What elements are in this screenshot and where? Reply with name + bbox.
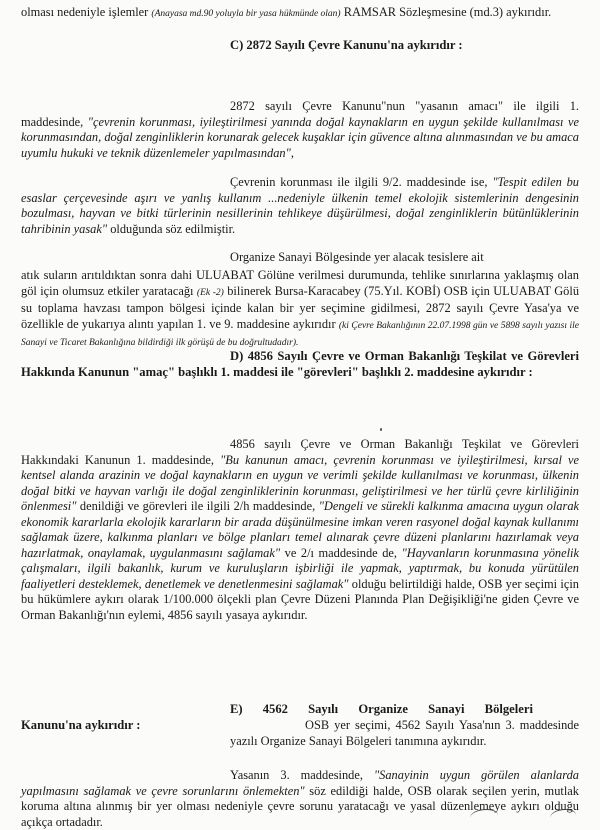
text-run: atık suların arıtıldıktan sonra dahi ULUABAT Gölüne verilmesi durumunda, tehlike sınırlarına yaklaşmış olan göl için olumsuz etkiler yaratacağı — [21, 268, 579, 298]
text-run: Yasanın 3. maddesinde, — [230, 768, 374, 782]
paragraph-uluabat-golu — [21, 268, 579, 352]
text-run: 4856 sayılı Çevre ve Orman Bakanlığı Teşkilat ve Görevleri Hakkındaki Kanunun 1. maddesinde, — [21, 437, 579, 467]
paragraph-ramsar — [21, 5, 579, 23]
paragraph-4856-kanun — [21, 437, 579, 623]
text-run: "çevrenin korunması, iyileştirilmesi yanında doğal kaynakların en uygun şekilde kullanılması ve korunmasından, doğal zenginliklerin korunarak gelecek kuşaklar için güvence altına alınmasından ve bu amaca uyumlu hukuki ve teknik düzenlemeler yapılmasından" — [21, 114, 579, 160]
heading-section-c: C) 2872 Sayılı Çevre Kanunu'na aykırıdır : — [230, 38, 463, 52]
text-run: RAMSAR Sözleşmesine (md.3) aykırıdır. — [340, 5, 552, 19]
handwritten-mark — [470, 809, 498, 824]
text-run: denildiği ve görevleri ile ilgili 2/h maddesinde, — [76, 499, 319, 513]
handwritten-mark — [550, 809, 576, 824]
text-run: ve 2/ı maddesinde de, — [280, 545, 402, 560]
text-run: OSB yer seçimi, 4562 Sayılı Yasa'nın 3. maddesinde yazılı Organize Sanayi Bölgeleri tanımına aykırıdır. — [230, 718, 579, 748]
text-run: 2872 sayılı Çevre Kanunu"nun "yasanın amacı" ile ilgili 1. maddesinde, — [21, 99, 579, 129]
heading-section-d: D) 4856 Sayılı Çevre ve Orman Bakanlığı Teşkilat ve Görevleri Hakkında Kanunun "amaç" başlıklı 1. maddesi ile "görevleri" başlıklı 2. maddesine aykırıdır : — [21, 349, 579, 379]
text-run: söz edildiği halde, OSB olarak seçilen yerin, mutlak koruma altına alınmış bir yer olması nedeniyle çevre sorunu yaratacağı ve yasal düzenlemeye aykırı olduğu açıkça ortadadır. — [21, 783, 579, 829]
text-run: , — [290, 145, 294, 160]
text-run: "Sanayinin uygun görülen alanlarda yapılmasını sağlamak ve çevre sorunlarını önlemekten" — [21, 768, 579, 798]
text-run: olduğunda söz edilmiştir. — [107, 221, 236, 236]
text-run: "Dengeli ve sürekli kalkınma amacına uygun olarak ekonomik kararlarla ekolojik kararların bir arada düşünülmesine imkan veren rasyonel doğal kaynak kullanımı sağlamak üzere, kalkınma planları ve bölge planları temel alınarak çevre düzeni planlarını hazırlamak veya hazırlatmak, onaylamak, uygulanmasını sağlamak" — [21, 499, 580, 560]
paragraph-cevre-kanunu-amac — [21, 99, 579, 161]
text-run: "Bu kanunun amacı, çevrenin korunması ve iyileştirilmesi, kırsal ve kentsel alanda arazinin ve doğal kaynakların en uygun ve verimli şekilde kullanılması ve korunması, ülkenin doğal bitki ve hayvan varlığı ile doğal zenginliklerinin korunması, geliştirilmesi ve her türlü çevre kirliliğinin önlenmesi" — [21, 452, 579, 513]
text-run: Çevrenin korunması ile ilgili 9/2. maddesinde ise, — [230, 175, 493, 189]
paragraph-madde-9-2 — [21, 175, 579, 237]
heading-section-e-line1: E) 4562 Sayılı Organize Sanayi Bölgeleri — [230, 702, 533, 716]
text-run: olması nedeniyle işlemler — [21, 5, 152, 19]
text-run: "Tespit edilen bu esaslar çerçevesinde aşırı ve yanlış kullanım ...nedeniyle ülkenin temel ekolojik sistemlerinin dengesinin bozulması, hayvan ve bitki türlerinin nesillerinin tehlikeye düşürülmesi, doğal zenginliklerin bütünlüklerinin tahribinin yasak" — [21, 175, 579, 236]
text-run: olduğu belirtildiği halde, OSB yer seçimi için bu hükümlere aykırı olarak 1/100.000 ölçekli plan Çevre Düzeni Planında Plan Değişikliği'ne giden Çevre ve Orman Bakanlığı'nın eylemi, 4856 sayılı yasaya aykırıdır. — [21, 576, 579, 622]
text-run: bilinerek Bursa-Karacabey (75.Yıl. KOBİ) OSB için ULUABAT Gölü su toplama havzası tampon bölgesi içinde kalan bir yer seçimine gidilmesi, 2872 sayılı Çevre Yasa'ya ve özellikle de yukarıya alıntı yapılan 1. ve 9. maddesine aykırıdır — [21, 283, 580, 331]
heading-section-e-line2: Kanunu'na aykırıdır : — [21, 718, 141, 732]
text-run: (ki Çevre Bakanlığının 22.07.1998 gün ve 5898 sayılı yazısı ile Sanayi ve Ticaret Bakanlığına bildirdiği ilk görüşü de bu doğrultudadır). — [21, 320, 579, 348]
text-run: (Ek -2) — [196, 287, 224, 298]
text-run: Organize Sanayi Bölgesinde yer alacak tesislere ait — [230, 250, 484, 264]
paragraph-osb-tesisler — [230, 250, 579, 266]
scan-speck — [380, 428, 382, 431]
text-run: (Anayasa md.90 yoluyla bir yasa hükmünde olan) — [151, 9, 341, 19]
paragraph-osb-yer-secimi — [230, 718, 579, 749]
text-run: "Hayvanların korunmasına yönelik çalışmaları, ilgili bakanlık, kurum ve kuruluşların işbirliği ile yapmak, yaptırmak, bu konuda yürütülen faaliyetleri desteklemek, denetlemek ve denetlenmesini sağlamak" — [21, 545, 579, 591]
